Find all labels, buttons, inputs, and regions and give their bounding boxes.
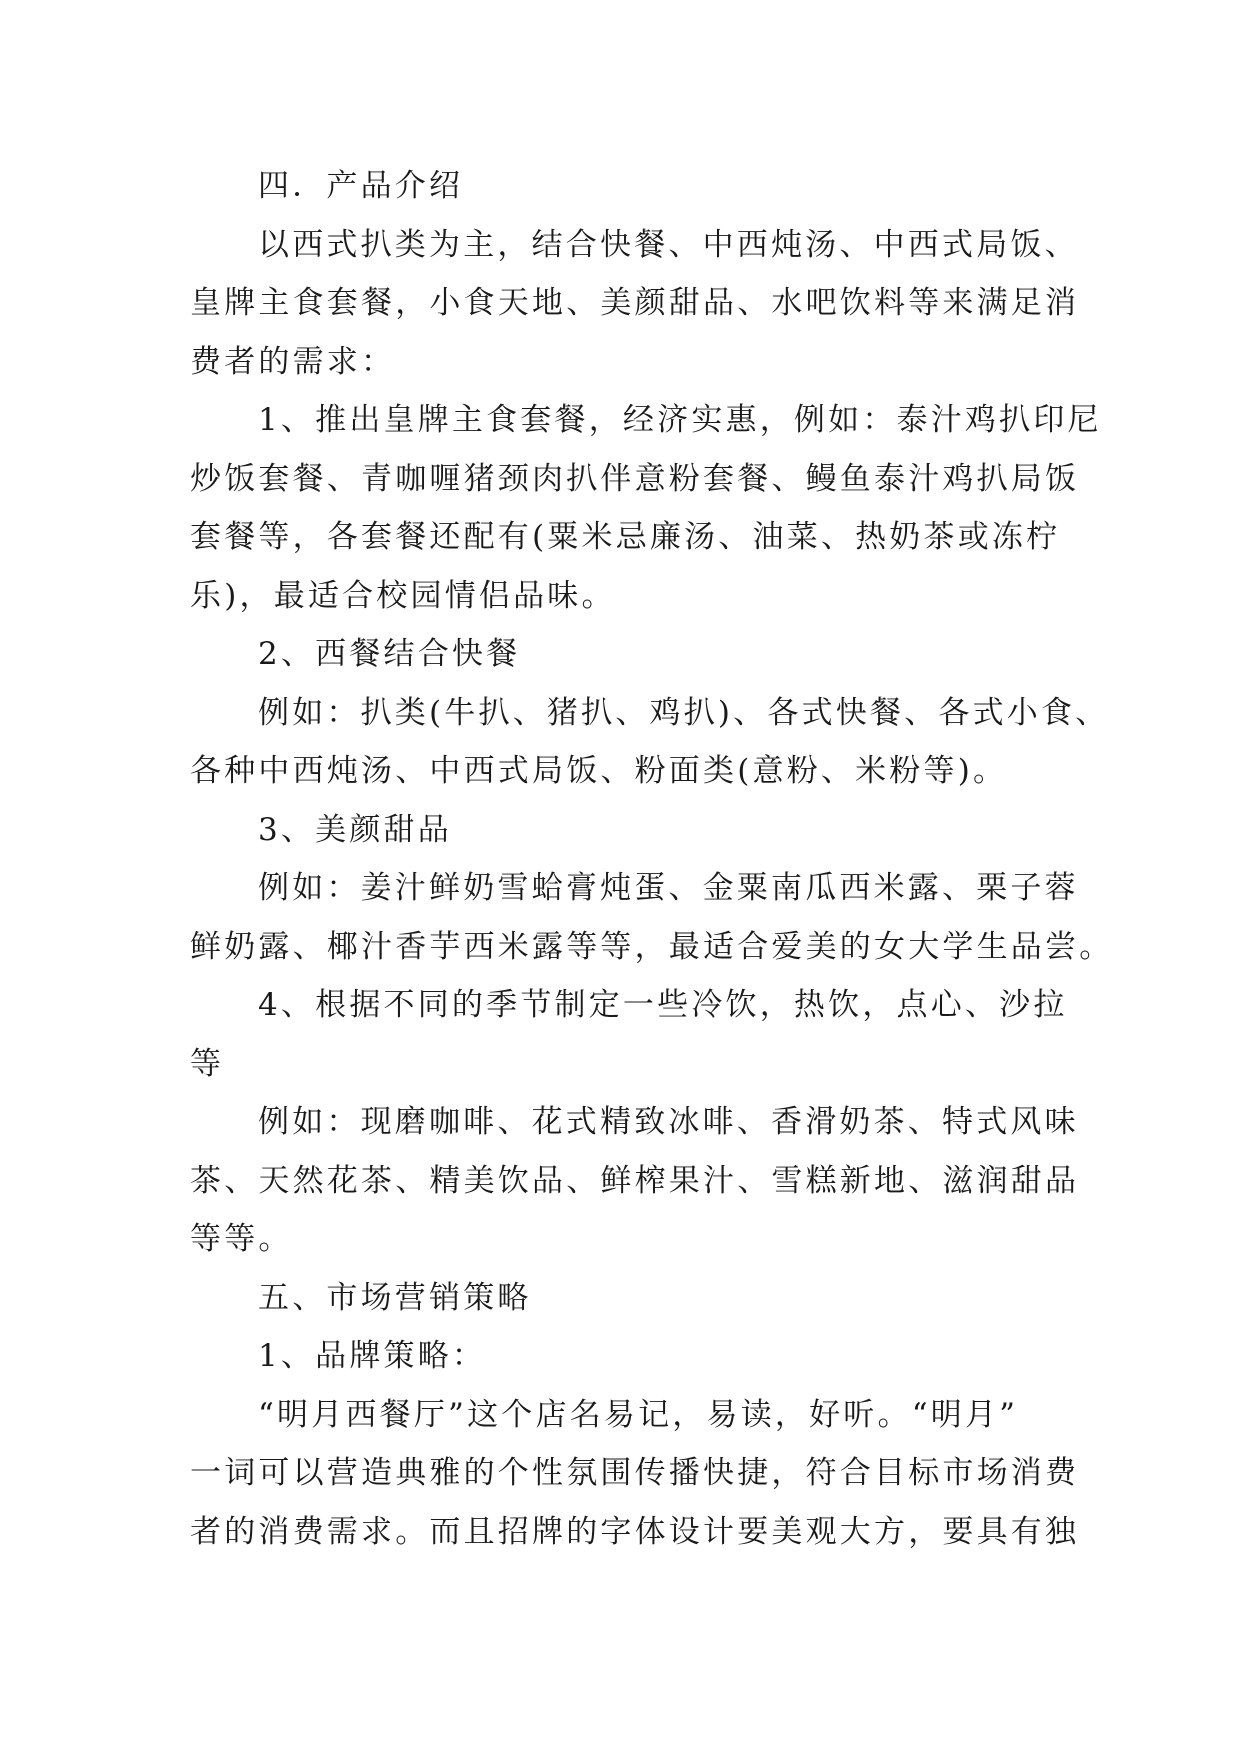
paragraph-line: 例如：姜汁鲜奶雪蛤膏炖蛋、金粟南瓜西米露、栗子蓉 [258, 870, 1079, 906]
list-item-line: 1、品牌策略： [258, 1338, 487, 1374]
paragraph-line: 一词可以营造典雅的个性氛围传播快捷，符合目标市场消费 [190, 1455, 1080, 1491]
paragraph-line: 鲜奶露、椰汁香芋西米露等等，最适合爱美的女大学生品尝。 [190, 928, 1114, 965]
list-item-line: 套餐等，各套餐还配有(粟米忌廉汤、油菜、热奶茶或冻柠 [190, 519, 1061, 555]
section-heading-marketing-strategy: 五、市场营销策略 [258, 1279, 532, 1316]
paragraph-line: 茶、天然花茶、精美饮品、鲜榨果汁、雪糕新地、滋润甜品 [190, 1162, 1080, 1199]
paragraph-line: 皇牌主食套餐，小食天地、美颜甜品、水吧饮料等来满足消 [190, 285, 1080, 321]
document-body [190, 157, 1114, 1561]
paragraph-line: 例如：现磨咖啡、花式精致冰啡、香滑奶茶、特式风味 [258, 1104, 1079, 1140]
paragraph-line: 等等。 [190, 1221, 293, 1257]
list-item-line: 乐)，最适合校园情侣品味。 [190, 577, 616, 614]
paragraph-line: “明月西餐厅”这个店名易记，易读，好听。“明月” [258, 1396, 1019, 1433]
list-item-line: 3、美颜甜品 [258, 811, 452, 848]
paragraph-line: 各种中西炖汤、中西式局饭、粉面类(意粉、米粉等)。 [190, 753, 1008, 789]
section-heading-product-intro: 四．产品介绍 [258, 168, 464, 204]
list-item-line: 2、西餐结合快餐 [258, 636, 521, 672]
paragraph-line: 以西式扒类为主，结合快餐、中西炖汤、中西式局饭、 [258, 226, 1079, 263]
paragraph-line: 费者的需求： [190, 343, 396, 380]
list-item-line: 4、根据不同的季节制定一些冷饮，热饮，点心、沙拉 [258, 987, 1068, 1023]
paragraph-line: 例如：扒类(牛扒、猪扒、鸡扒)、各式快餐、各式小食、 [258, 694, 1110, 731]
list-item-line: 炒饭套餐、青咖喱猪颈肉扒伴意粉套餐、鳗鱼泰汁鸡扒局饭 [190, 460, 1080, 497]
list-item-line: 等 [190, 1045, 225, 1082]
list-item-line: 1、推出皇牌主食套餐，经济实惠，例如：泰汁鸡扒印尼 [258, 402, 1102, 438]
paragraph-line: 者的消费需求。而且招牌的字体设计要美观大方，要具有独 [190, 1513, 1080, 1550]
